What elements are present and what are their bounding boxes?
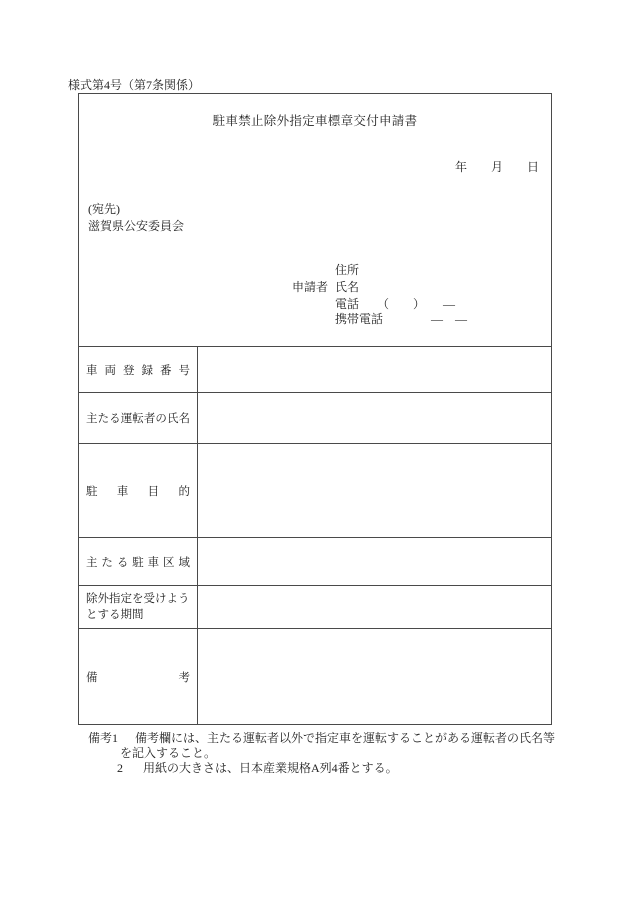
row-value-main-driver-name (198, 393, 551, 443)
row-value-vehicle-registration-number (198, 347, 551, 392)
row-label-parking-purpose: 駐 車 目 的 (79, 444, 198, 537)
table-row-main-driver-name (79, 393, 551, 444)
table-row-exemption-period (79, 586, 551, 629)
row-label-main-driver-name: 主 た る 運 転 者 の 氏 名 (79, 393, 198, 443)
footnote-1-label: 備考1 (88, 731, 119, 745)
table-row-remarks (79, 629, 551, 725)
applicant-phone-line: 電話 （ ） — (335, 297, 456, 311)
row-label-exemption-period: 除外指定を受けよう とする期間 (79, 586, 198, 628)
footnote-1-text-line2: を記入すること。 (120, 746, 217, 760)
footnote-2-text: 用紙の大きさは、日本産業規格A列4番とする。 (143, 761, 398, 775)
table-row-vehicle-registration (79, 347, 551, 393)
addressee-label: (宛先) (88, 202, 120, 216)
addressee-name: 滋賀県公安委員会 (88, 219, 185, 233)
applicant-name-label: 氏名 (335, 280, 360, 294)
row-label-remarks: 備 考 (79, 629, 198, 725)
row-label-main-parking-area: 主 た る 駐 車 区 域 (79, 538, 198, 585)
footnote-2-label: 2 (117, 761, 123, 775)
row-value-remarks (198, 629, 551, 725)
form-table (79, 346, 551, 724)
form-title: 駐車禁止除外指定車標章交付申請書 (212, 114, 418, 128)
row-value-parking-purpose (198, 444, 551, 537)
applicant-address-label: 住所 (335, 263, 360, 277)
table-row-main-parking-area (79, 538, 551, 586)
date-line: 年 月 日 (455, 160, 540, 174)
table-row-parking-purpose (79, 444, 551, 538)
row-label-vehicle-registration-number: 車 両 登 録 番 号 (79, 347, 198, 392)
applicant-mobile-line: 携帯電話 — — (335, 312, 468, 326)
form-number: 様式第4号（第7条関係） (68, 78, 201, 92)
footnote-1-text-line1: 備考欄には、主たる運転者以外で指定車を運転することがある運転者の氏名等 (135, 731, 556, 745)
application-form-box (78, 93, 552, 725)
row-value-main-parking-area (198, 538, 551, 585)
row-value-exemption-period (198, 586, 551, 628)
applicant-label: 申請者 (292, 280, 329, 294)
